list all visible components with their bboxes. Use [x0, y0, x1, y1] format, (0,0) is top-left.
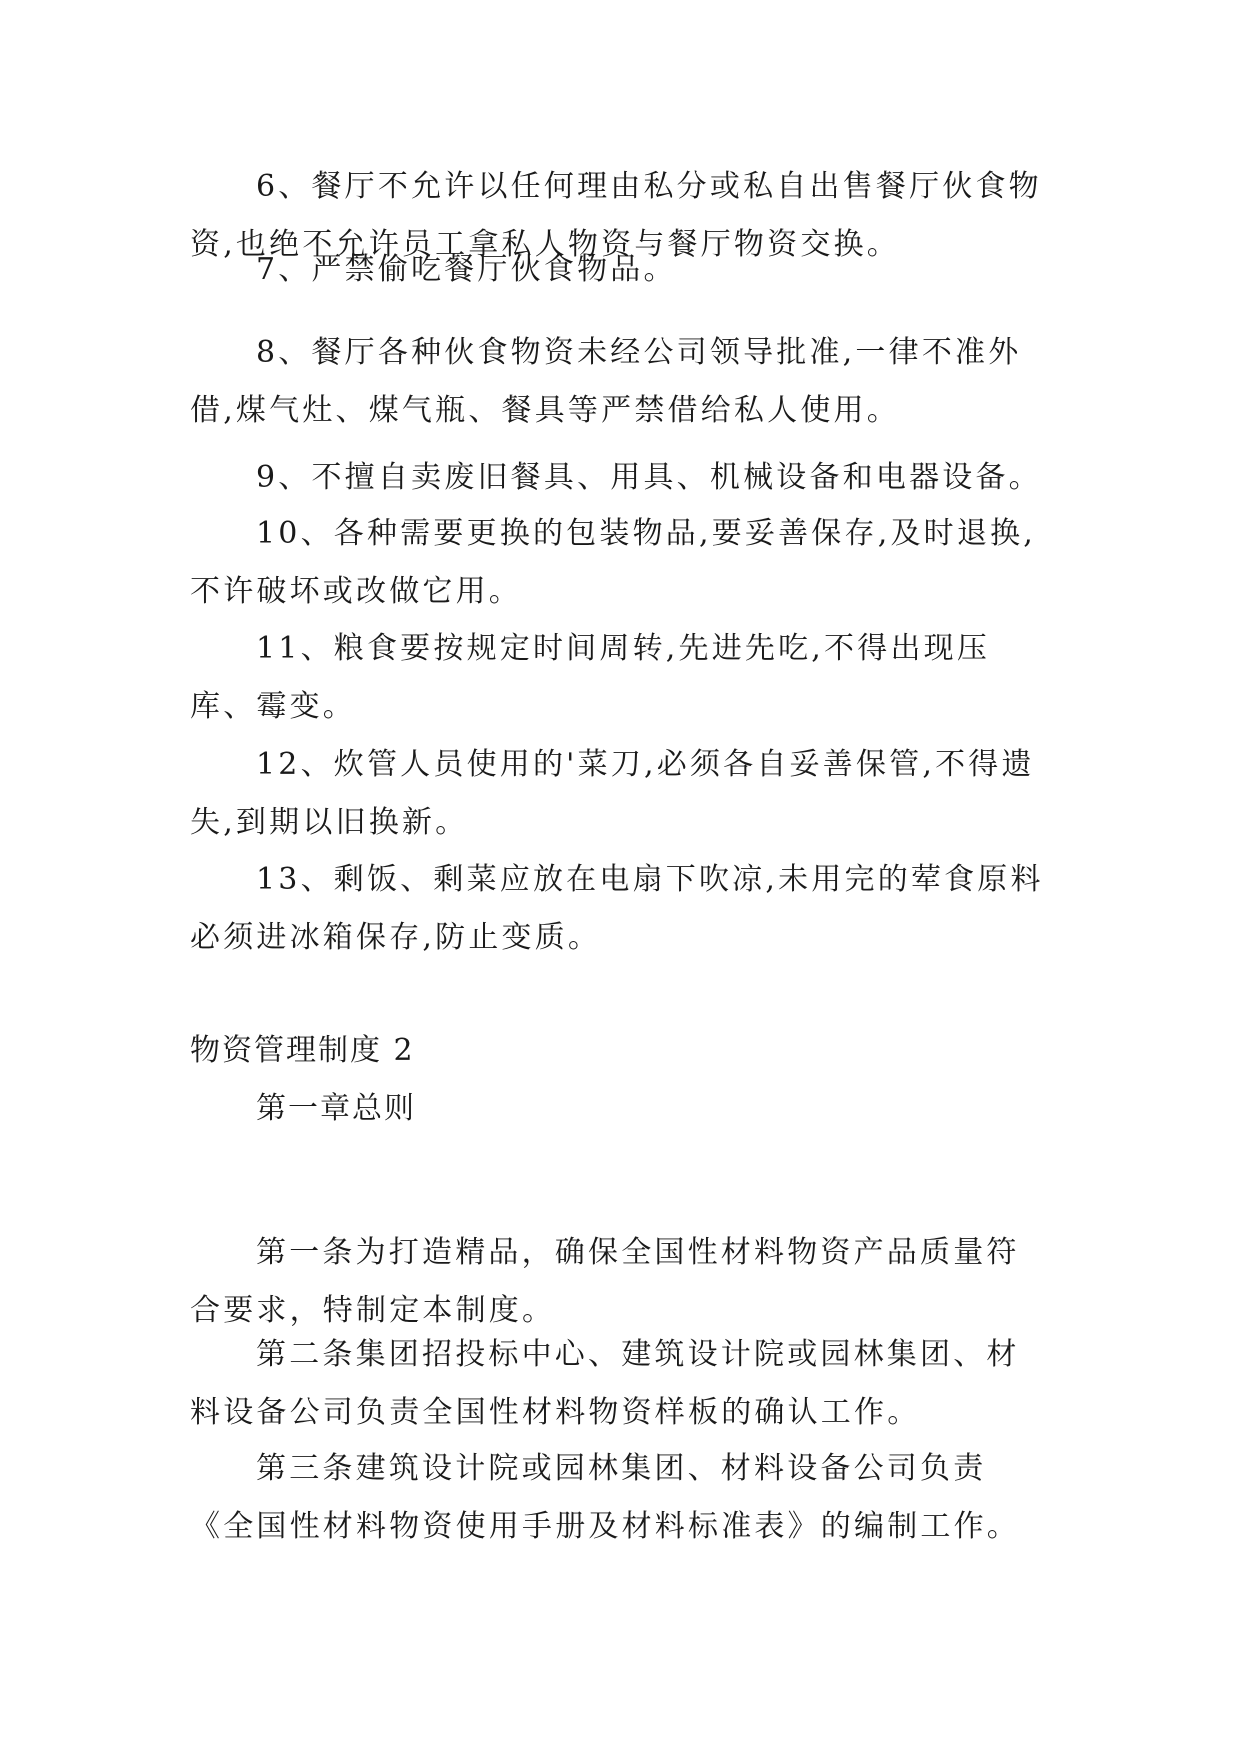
rule-item-10: 10、各种需要更换的包装物品,要妥善保存,及时退换,不许破坏或改做它用。 [190, 516, 1036, 609]
article-3: 第三条建筑设计院或园林集团、材料设备公司负责《全国性材料物资使用手册及材料标准表》的编制工作。 [190, 1451, 1020, 1544]
rule-item-7: 7、严禁偷吃餐厅伙食物品。 [256, 252, 677, 287]
article-2: 第二条集团招投标中心、建筑设计院或园林集团、材料设备公司负责全国性材料物资样板的确认工作。 [190, 1337, 1020, 1430]
rule-item-13: 13、剩饭、剩菜应放在电扇下吹凉,未用完的荤食原料必须进冰箱保存,防止变质。 [190, 862, 1044, 955]
rule-item-9: 9、不擅自卖废旧餐具、用具、机械设备和电器设备。 [256, 460, 1042, 495]
rule-item-6: 6、餐厅不允许以任何理由私分或私自出售餐厅伙食物资,也绝不允许员工拿私人物资与餐厅物资交换。 [190, 169, 1042, 262]
article-1: 第一条为打造精品，确保全国性材料物资产品质量符合要求，特制定本制度。 [190, 1235, 1020, 1328]
rule-item-12: 12、炊管人员使用的'菜刀,必须各自妥善保管,不得遗失,到期以旧换新。 [190, 747, 1035, 840]
rule-item-8: 8、餐厅各种伙食物资未经公司领导批准,一律不准外借,煤气灶、煤气瓶、餐具等严禁借给私人使用。 [190, 335, 1022, 428]
section-title: 物资管理制度 2 [190, 1033, 415, 1068]
rule-item-11: 11、粮食要按规定时间周转,先进先吃,不得出现压库、霉变。 [190, 631, 991, 724]
chapter-title: 第一章总则 [256, 1091, 416, 1126]
